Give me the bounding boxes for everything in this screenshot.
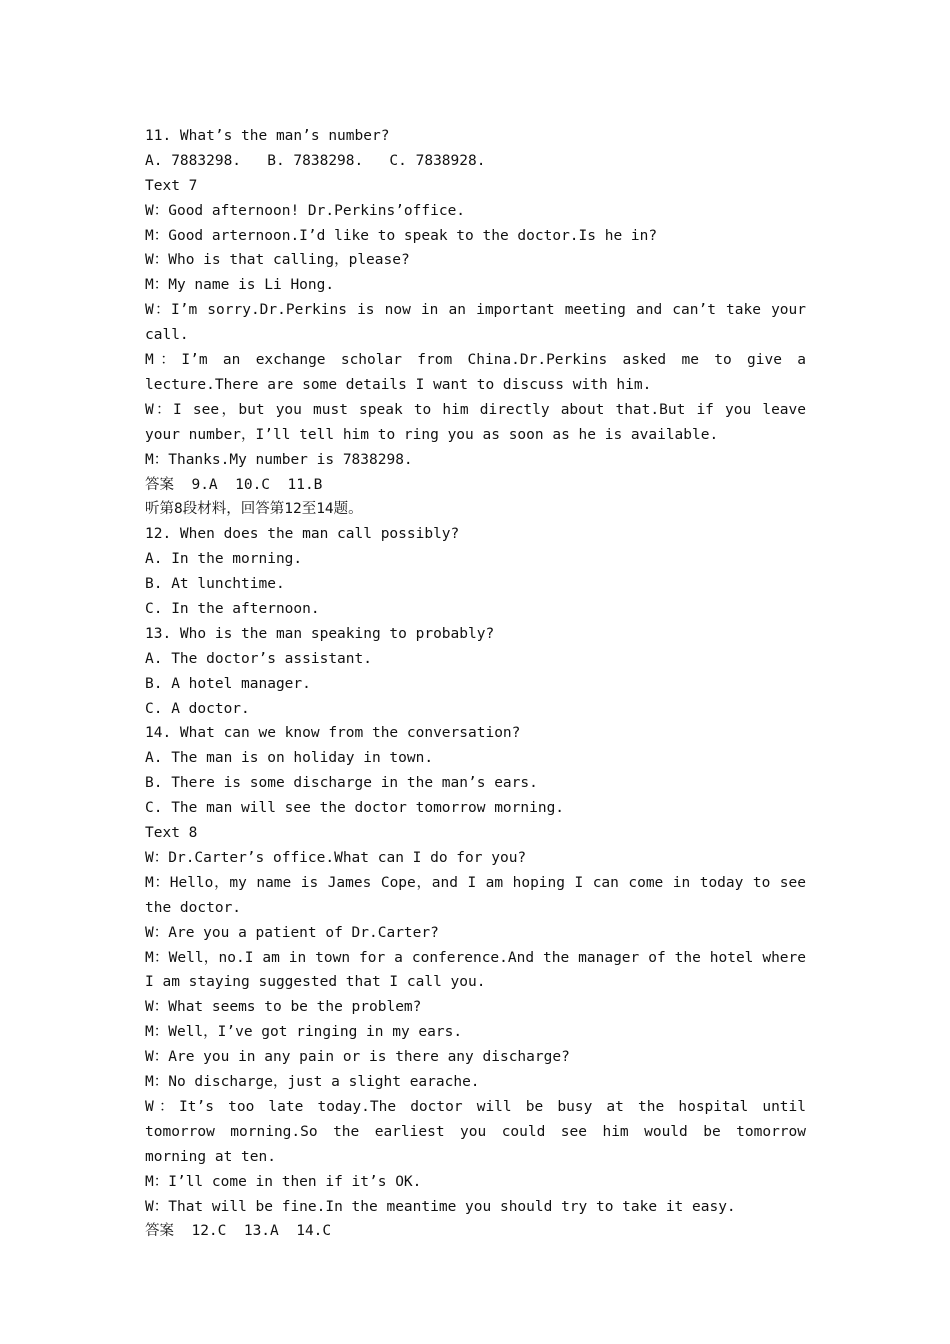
text-line: Text 8 [145,825,198,842]
text-line: W：What seems to be the problem? [145,999,422,1016]
text-line: C. The man will see the doctor tomorrow morning. [145,800,565,817]
text-line: 12. When does the man call possibly? [145,526,460,543]
text-line: A. 7883298. B. 7838298. C. 7838928. [145,152,486,169]
text-line: M：No discharge，just a slight earache. [145,1074,480,1090]
text-line: W：Are you in any pain or is there any discharge? [145,1049,570,1066]
text-paragraph: M：I’m an exchange scholar from China.Dr.Perkins asked me to give a lecture.There are some details I want to discuss with him. [145,352,806,393]
text-paragraph: W：It’s too late today.The doctor will be busy at the hospital until tomorrow morning.So the earliest you could see him would be tomorrow morning at ten. [145,1098,806,1165]
text-line: A. The man is on holiday in town. [145,750,434,767]
text-line: A. The doctor’s assistant. [145,650,372,667]
text-line: M：Good arternoon.I’d like to speak to the doctor.Is he in? [145,227,658,244]
text-line: B. There is some discharge in the man’s ears. [145,775,538,792]
text-line: W：Good afternoon! Dr.Perkins’office. [145,202,466,219]
text-line: C. In the afternoon. [145,601,320,618]
text-line: W：Who is that calling，please? [145,252,410,269]
text-line: 11. What’s the man’s number? [145,128,390,144]
document-body [145,124,806,1244]
text-line: 答案 9.A 10.C 11.B [145,476,323,493]
text-paragraph: M：Well，no.I am in town for a conference.And the manager of the hotel where I am staying suggested that I call you. [145,949,806,991]
text-line: B. At lunchtime. [145,576,285,593]
text-line: 答案 12.C 13.A 14.C [145,1223,332,1240]
text-paragraph: M：Hello，my name is James Cope，and I am hoping I can come in today to see the doctor. [145,874,806,916]
text-line: M：I’ll come in then if it’s OK. [145,1173,422,1190]
text-paragraph: W：I see，but you must speak to him directly about that.But if you leave your number，I’ll tell him to ring you as soon as he is available. [145,401,806,443]
text-line: W：Are you a patient of Dr.Carter? [145,924,439,941]
text-line: 13. Who is the man speaking to probably? [145,625,495,642]
text-line: M：Well，I’ve got ringing in my ears. [145,1024,463,1041]
text-paragraph: W：I’m sorry.Dr.Perkins is now in an important meeting and can’t take your call. [145,302,806,344]
text-line: W：That will be fine.In the meantime you should try to take it easy. [145,1198,736,1215]
text-line: A. In the morning. [145,551,303,568]
text-line: Text 7 [145,177,198,194]
text-line: B. A hotel manager. [145,675,311,692]
text-line: C. A doctor. [145,700,250,717]
text-line: M：My name is Li Hong. [145,277,335,294]
text-line: M：Thanks.My number is 7838298. [145,451,413,468]
text-line: 听第8段材料，回答第12至14题。 [145,501,363,518]
text-line: W：Dr.Carter’s office.What can I do for you? [145,849,527,866]
text-line: 14. What can we know from the conversation? [145,725,521,742]
